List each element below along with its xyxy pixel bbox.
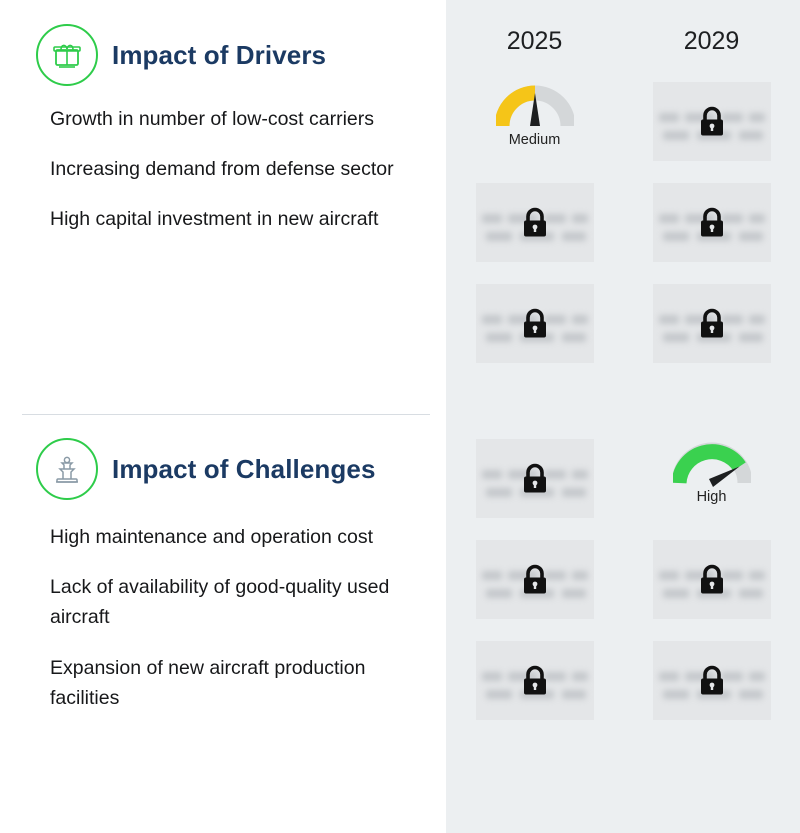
- locked-tile[interactable]: [653, 183, 771, 262]
- metric-cell-2029: [623, 183, 800, 262]
- column-header-2025: 2025: [506, 26, 563, 55]
- locked-tile[interactable]: [476, 439, 594, 518]
- metric-cell-2025: [446, 540, 623, 619]
- lock-icon: [520, 664, 550, 698]
- drivers-header: [0, 0, 446, 86]
- challenges-badge-icon: [36, 438, 98, 500]
- list-item: Expansion of new aircraft production facilities: [50, 656, 366, 709]
- drivers-title: Impact of Drivers: [112, 39, 327, 70]
- gauge-high: [653, 439, 771, 505]
- lock-icon: [697, 664, 727, 698]
- metric-cell-2029: [623, 439, 800, 505]
- list-item: Increasing demand from defense sector: [50, 158, 394, 181]
- list-item: Lack of availability of good-quality used aircraft: [50, 576, 390, 629]
- metric-row: [446, 183, 800, 284]
- metric-cell-2029: [623, 641, 800, 720]
- column-header-2029: 2029: [683, 26, 740, 55]
- drivers-metric-grid: [446, 82, 800, 742]
- gauge-label: High: [696, 489, 727, 505]
- metric-cell-2025: [446, 284, 623, 363]
- metric-row: [446, 641, 800, 742]
- metric-cell-2029: [623, 284, 800, 363]
- locked-tile[interactable]: [653, 82, 771, 161]
- gauge-icon: [496, 82, 574, 130]
- lock-icon: [697, 307, 727, 341]
- challenges-title: Impact of Challenges: [112, 453, 376, 484]
- list-item: High maintenance and operation cost: [50, 526, 374, 548]
- locked-tile[interactable]: [476, 183, 594, 262]
- metric-cell-2025: [446, 439, 623, 518]
- year-header-row: [446, 0, 800, 82]
- list-item: Growth in number of low-cost carriers: [50, 108, 375, 130]
- metric-row: [446, 439, 800, 540]
- metric-cell-2025: [446, 641, 623, 720]
- gauge-label: Medium: [508, 132, 561, 148]
- lock-icon: [697, 105, 727, 139]
- lock-icon: [697, 206, 727, 240]
- lock-icon: [520, 563, 550, 597]
- gauge-icon: [673, 439, 751, 487]
- metric-row: [446, 284, 800, 385]
- locked-tile[interactable]: [476, 284, 594, 363]
- metric-row: [446, 82, 800, 183]
- lock-icon: [520, 206, 550, 240]
- locked-tile[interactable]: [476, 641, 594, 720]
- metrics-panel: [446, 0, 800, 833]
- metric-cell-2029: [623, 540, 800, 619]
- locked-tile[interactable]: [653, 641, 771, 720]
- section-drivers: [0, 0, 446, 414]
- metric-cell-2025: [446, 82, 623, 148]
- challenges-header: [0, 414, 446, 500]
- section-challenges: [0, 414, 446, 833]
- drivers-badge-icon: [36, 24, 98, 86]
- section-spacer: [446, 385, 800, 439]
- metric-row: [446, 540, 800, 641]
- gauge-medium: [476, 82, 594, 148]
- drivers-bullet-list: [0, 104, 446, 235]
- lock-icon: [520, 462, 550, 496]
- lock-icon: [697, 563, 727, 597]
- locked-tile[interactable]: [653, 540, 771, 619]
- lock-icon: [520, 307, 550, 341]
- metric-cell-2025: [446, 183, 623, 262]
- list-item: High capital investment in new aircraft: [50, 208, 379, 231]
- locked-tile[interactable]: [476, 540, 594, 619]
- challenges-bullet-list: [0, 522, 446, 713]
- metric-cell-2029: [623, 82, 800, 161]
- locked-tile[interactable]: [653, 284, 771, 363]
